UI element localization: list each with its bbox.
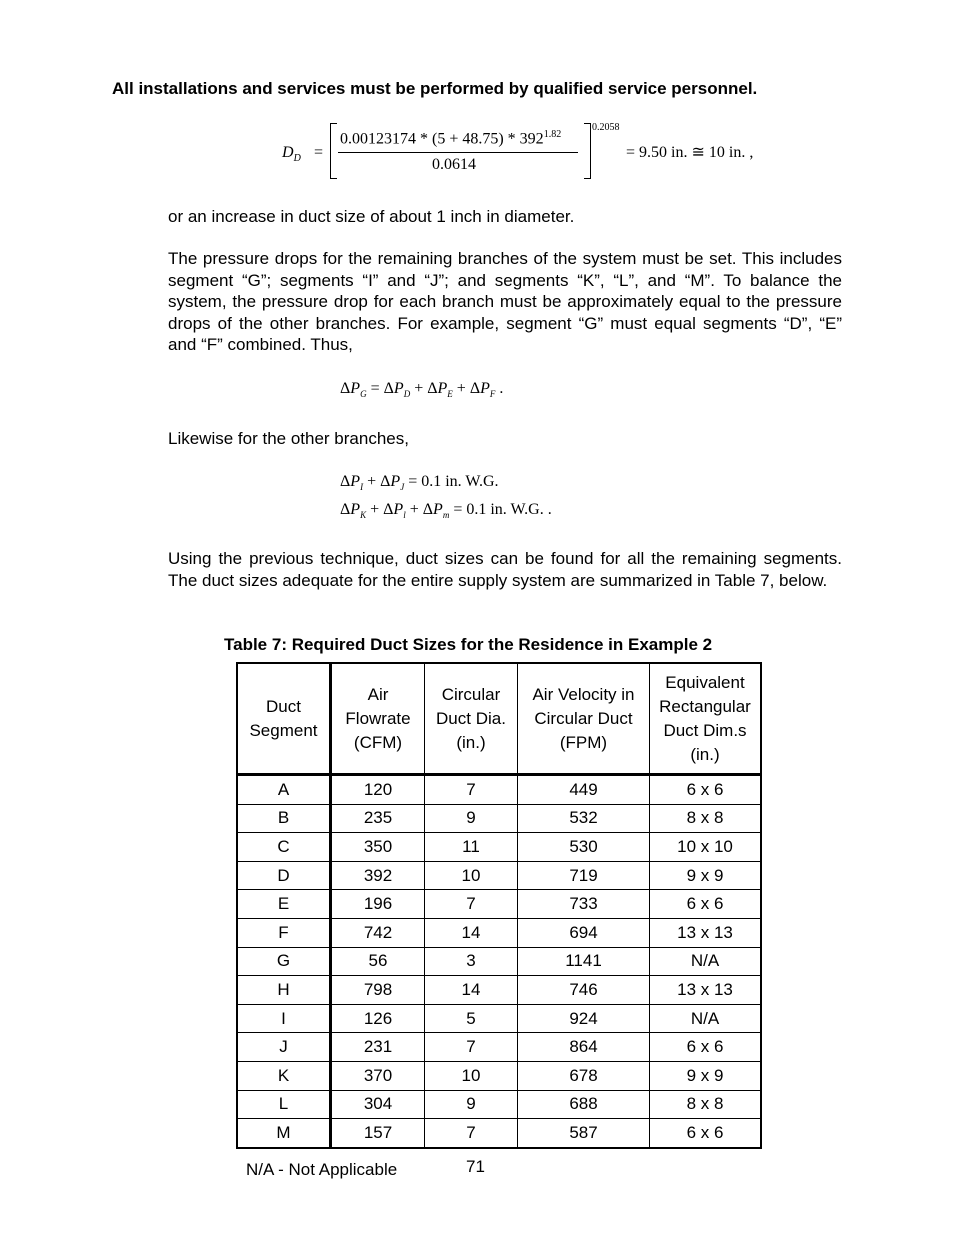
cell-flowrate: 120 (331, 775, 425, 805)
cell-diameter: 14 (425, 918, 518, 947)
cell-segment: D (237, 861, 331, 890)
table-row (237, 890, 761, 919)
cell-velocity: 449 (518, 775, 650, 805)
cell-segment: C (237, 833, 331, 862)
table-row (237, 1061, 761, 1090)
cell-diameter: 10 (425, 1061, 518, 1090)
table-row (237, 947, 761, 976)
cell-segment: M (237, 1119, 331, 1148)
header-line: Duct (266, 696, 301, 716)
table-row (237, 833, 761, 862)
paragraph-summary: Using the previous technique, duct sizes can be found for all the remaining segments. The duct sizes adequate for the entire supply system are summarized in Table 7, below. (168, 549, 842, 590)
cell-velocity: 694 (518, 918, 650, 947)
cell-segment: A (237, 775, 331, 805)
right-bracket (584, 123, 591, 179)
cell-diameter: 7 (425, 775, 518, 805)
cell-segment: B (237, 804, 331, 833)
cell-segment: G (237, 947, 331, 976)
cell-velocity: 688 (518, 1090, 650, 1119)
cell-segment: K (237, 1061, 331, 1090)
cell-velocity: 924 (518, 1004, 650, 1033)
cell-velocity: 733 (518, 890, 650, 919)
cell-segment: H (237, 976, 331, 1005)
cell-diameter: 9 (425, 804, 518, 833)
cell-segment: I (237, 1004, 331, 1033)
table-body (237, 775, 761, 1148)
cell-rect-dims: 6 x 6 (650, 1033, 762, 1062)
cell-flowrate: 56 (331, 947, 425, 976)
cell-diameter: 14 (425, 976, 518, 1005)
equation-denominator: 0.0614 (432, 156, 476, 173)
header-line: Equivalent (665, 672, 745, 692)
table-row (237, 861, 761, 890)
table-row (237, 1090, 761, 1119)
cell-rect-dims: 6 x 6 (650, 775, 762, 805)
cell-rect-dims: 8 x 8 (650, 804, 762, 833)
duct-diameter-equation (282, 120, 782, 184)
cell-diameter: 7 (425, 1033, 518, 1062)
table-row (237, 918, 761, 947)
cell-rect-dims: 13 x 13 (650, 918, 762, 947)
cell-velocity: 746 (518, 976, 650, 1005)
cell-diameter: 7 (425, 1119, 518, 1148)
cell-diameter: 9 (425, 1090, 518, 1119)
header-line: (in.) (690, 744, 720, 764)
cell-diameter: 5 (425, 1004, 518, 1033)
header-line: Air (367, 684, 389, 704)
cell-velocity: 532 (518, 804, 650, 833)
cell-flowrate: 196 (331, 890, 425, 919)
cell-diameter: 11 (425, 833, 518, 862)
cell-diameter: 3 (425, 947, 518, 976)
cell-velocity: 678 (518, 1061, 650, 1090)
header-air-velocity (518, 663, 650, 775)
cell-flowrate: 370 (331, 1061, 425, 1090)
safety-heading: All installations and services must be performed by qualified service personnel. (112, 79, 758, 98)
cell-segment: J (237, 1033, 331, 1062)
fraction-line (338, 152, 578, 153)
left-bracket (330, 123, 337, 179)
table-row (237, 1004, 761, 1033)
header-line: Rectangular (659, 696, 751, 716)
cell-diameter: 10 (425, 861, 518, 890)
header-line: (FPM) (559, 732, 608, 752)
equation-outer-exponent: 0.2058 (592, 122, 620, 133)
equation-pressure-g: $\Delta P_G = \Delta P_D + \Delta P_E + \Delta P_F$ . (340, 380, 504, 400)
cell-flowrate: 798 (331, 976, 425, 1005)
header-rectangular-dims (650, 663, 762, 775)
cell-rect-dims: N/A (650, 1004, 762, 1033)
cell-rect-dims: 9 x 9 (650, 1061, 762, 1090)
header-air-flowrate (331, 663, 425, 775)
cell-rect-dims: 9 x 9 (650, 861, 762, 890)
cell-velocity: 587 (518, 1119, 650, 1148)
paragraph-other-branches: Likewise for the other branches, (168, 429, 409, 448)
cell-velocity: 530 (518, 833, 650, 862)
cell-velocity: 864 (518, 1033, 650, 1062)
header-line: Circular Duct (534, 708, 633, 728)
cell-velocity: 719 (518, 861, 650, 890)
cell-segment: L (237, 1090, 331, 1119)
header-duct-segment (237, 663, 331, 775)
table-title: Table 7: Required Duct Sizes for the Residence in Example 2 (224, 635, 713, 654)
table-row (237, 1033, 761, 1062)
header-line: Air Velocity in (532, 684, 635, 704)
cell-flowrate: 742 (331, 918, 425, 947)
cell-velocity: 1141 (518, 947, 650, 976)
cell-segment: E (237, 890, 331, 919)
page-number: 71 (466, 1157, 485, 1176)
equation-equals: = (314, 144, 324, 161)
cell-flowrate: 157 (331, 1119, 425, 1148)
cell-segment: F (237, 918, 331, 947)
equation-result: = 9.50 in. ≅ 10 in. , (626, 144, 754, 161)
cell-rect-dims: 6 x 6 (650, 1119, 762, 1148)
cell-flowrate: 126 (331, 1004, 425, 1033)
cell-rect-dims: 6 x 6 (650, 890, 762, 919)
duct-sizes-table (236, 662, 762, 1149)
cell-flowrate: 304 (331, 1090, 425, 1119)
header-line: Segment (249, 720, 318, 740)
table-row (237, 775, 761, 805)
cell-flowrate: 231 (331, 1033, 425, 1062)
cell-flowrate: 392 (331, 861, 425, 890)
equation-lhs: $D_D$ (282, 144, 301, 165)
table-row (237, 804, 761, 833)
table-row (237, 1119, 761, 1148)
paragraph-duct-increase: or an increase in duct size of about 1 inch in diameter. (168, 207, 575, 226)
cell-rect-dims: 10 x 10 (650, 833, 762, 862)
table-note: N/A - Not Applicable (246, 1160, 398, 1179)
header-line: (CFM) (353, 732, 403, 752)
header-line: Circular (441, 684, 501, 704)
header-line: Flowrate (345, 708, 411, 728)
paragraph-pressure-drops: The pressure drops for the remaining branches of the system must be set. This includes segment “G”; segments “I” and “J”; and segments “K”, “L”, and “M”. To balance the system, the pressure drop for each branch must be approximately equal to the pressure drops of the other branches. For example, segment “G” must equal segments “D”, “E” and “F” combined. Thus, (168, 249, 842, 355)
header-line: Duct Dia. (436, 708, 506, 728)
cell-flowrate: 235 (331, 804, 425, 833)
cell-rect-dims: N/A (650, 947, 762, 976)
table-row (237, 976, 761, 1005)
header-line: (in.) (456, 732, 486, 752)
cell-rect-dims: 13 x 13 (650, 976, 762, 1005)
cell-rect-dims: 8 x 8 (650, 1090, 762, 1119)
table-header-row (237, 663, 761, 775)
cell-flowrate: 350 (331, 833, 425, 862)
equation-pressure-ij: $\Delta P_I + \Delta P_J = 0.1$ in. W.G. (340, 473, 499, 493)
header-circular-duct-dia (425, 663, 518, 775)
cell-diameter: 7 (425, 890, 518, 919)
header-line: Duct Dim.s (663, 720, 747, 740)
equation-pressure-klm: $\Delta P_K + \Delta P_l + \Delta P_m = 0.1$ in. W.G. . (340, 501, 552, 521)
equation-numerator: $0.00123174 * (5 + 48.75) * 392^{1.82}$ (340, 129, 562, 148)
